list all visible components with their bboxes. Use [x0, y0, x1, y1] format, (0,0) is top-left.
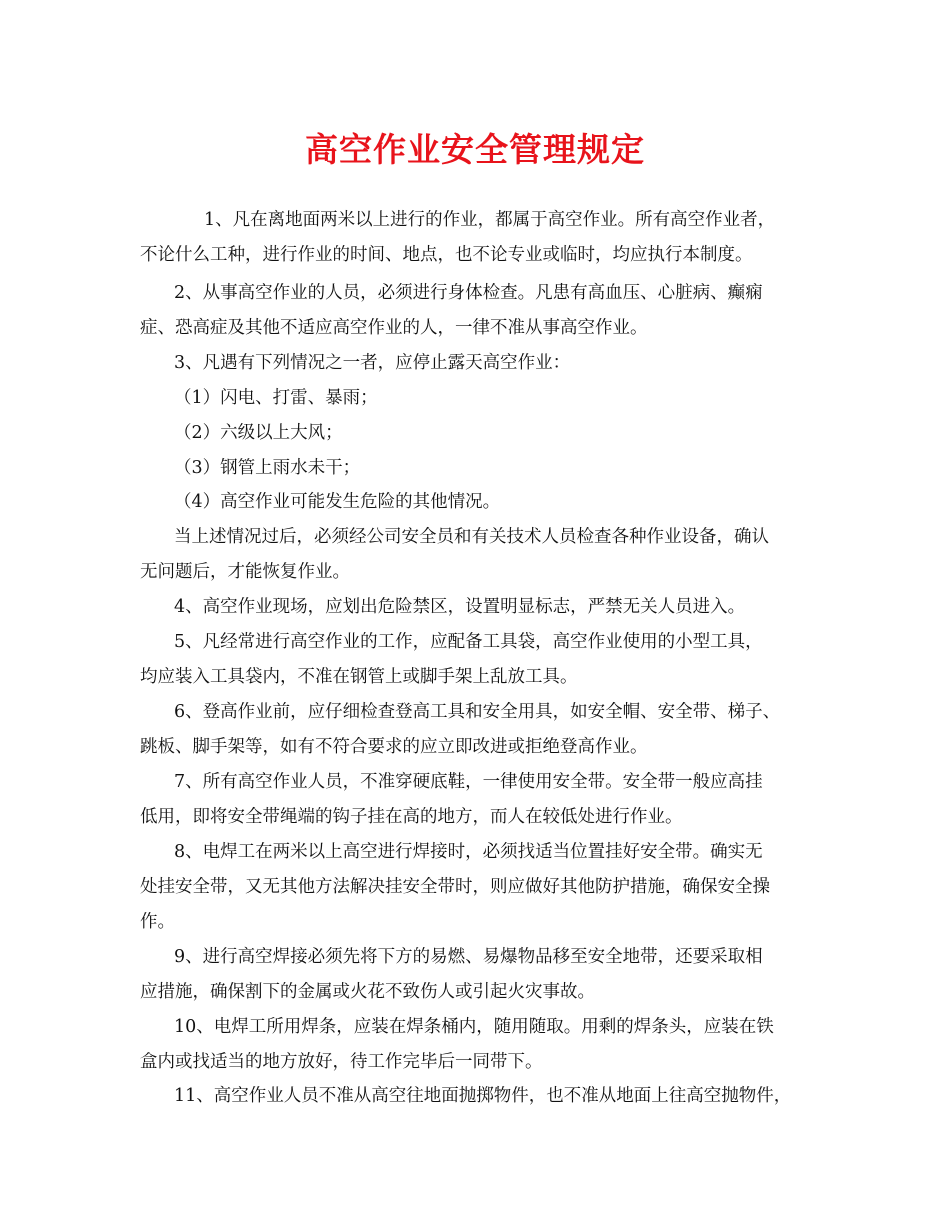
text-line-19: 8、电焊工在两米以上高空进行焊接时，必须找适当位置挂好安全带。确实无 — [174, 842, 763, 862]
text-line-18: 低用，即将安全带绳端的钩子挂在高的地方，而人在较低处进行作业。 — [140, 807, 683, 827]
text-line-25: 盒内或找适当的地方放好，待工作完毕后一同带下。 — [140, 1052, 543, 1072]
text-line-2: 不论什么工种，进行作业的时间、地点，也不论专业或临时，均应执行本制度。 — [140, 245, 753, 265]
text-line-21: 作。 — [140, 912, 175, 932]
text-line-26: 11、高空作业人员不准从高空往地面抛掷物件，也不准从地面上往高空抛物件， — [174, 1086, 792, 1106]
text-line-14: 均应装入工具袋内，不准在钢管上或脚手架上乱放工具。 — [140, 667, 578, 687]
text-line-24: 10、电焊工所用焊条，应装在焊条桶内，随用随取。用剩的焊条头，应装在铁 — [174, 1017, 774, 1037]
text-line-20: 处挂安全带，又无其他方法解决挂安全带时，则应做好其他防护措施，确保安全操 — [140, 877, 770, 897]
text-line-11: 无问题后，才能恢复作业。 — [140, 562, 350, 582]
text-line-10: 当上述情况过后，必须经公司安全员和有关技术人员检查各种作业设备，确认 — [174, 527, 769, 547]
text-line-9: （4）高空作业可能发生危险的其他情况。 — [174, 492, 501, 512]
text-line-6: （1）闪电、打雷、暴雨； — [174, 388, 378, 408]
text-line-15: 6、登高作业前，应仔细检查登高工具和安全用具，如安全帽、安全带、梯子、 — [174, 702, 781, 722]
text-line-4: 症、恐高症及其他不适应高空作业的人，一律不准从事高空作业。 — [140, 318, 648, 338]
text-line-13: 5、凡经常进行高空作业的工作，应配备工具袋，高空作业使用的小型工具， — [174, 632, 763, 652]
text-line-16: 跳板、脚手架等，如有不符合要求的应立即改进或拒绝登高作业。 — [140, 737, 648, 757]
text-line-23: 应措施，确保割下的金属或火花不致伤人或引起火灾事故。 — [140, 982, 595, 1002]
text-line-8: （3）钢管上雨水未干； — [174, 458, 361, 478]
document-title: 高空作业安全管理规定 — [305, 130, 645, 169]
text-line-17: 7、所有高空作业人员，不准穿硬底鞋，一律使用安全带。安全带一般应高挂 — [174, 772, 763, 792]
text-line-22: 9、进行高空焊接必须先将下方的易燃、易爆物品移至安全地带，还要采取相 — [174, 947, 763, 967]
text-line-3: 2、从事高空作业的人员，必须进行身体检查。凡患有高血压、心脏病、癫痫 — [174, 283, 763, 303]
text-line-5: 3、凡遇有下列情况之一者，应停止露天高空作业： — [174, 353, 571, 373]
text-line-12: 4、高空作业现场，应划出危险禁区，设置明显标志，严禁无关人员进入。 — [174, 597, 746, 617]
text-line-7: （2）六级以上大风； — [174, 423, 343, 443]
text-line-1: 1、凡在离地面两米以上进行的作业，都属于高空作业。所有高空作业者， — [204, 210, 776, 230]
